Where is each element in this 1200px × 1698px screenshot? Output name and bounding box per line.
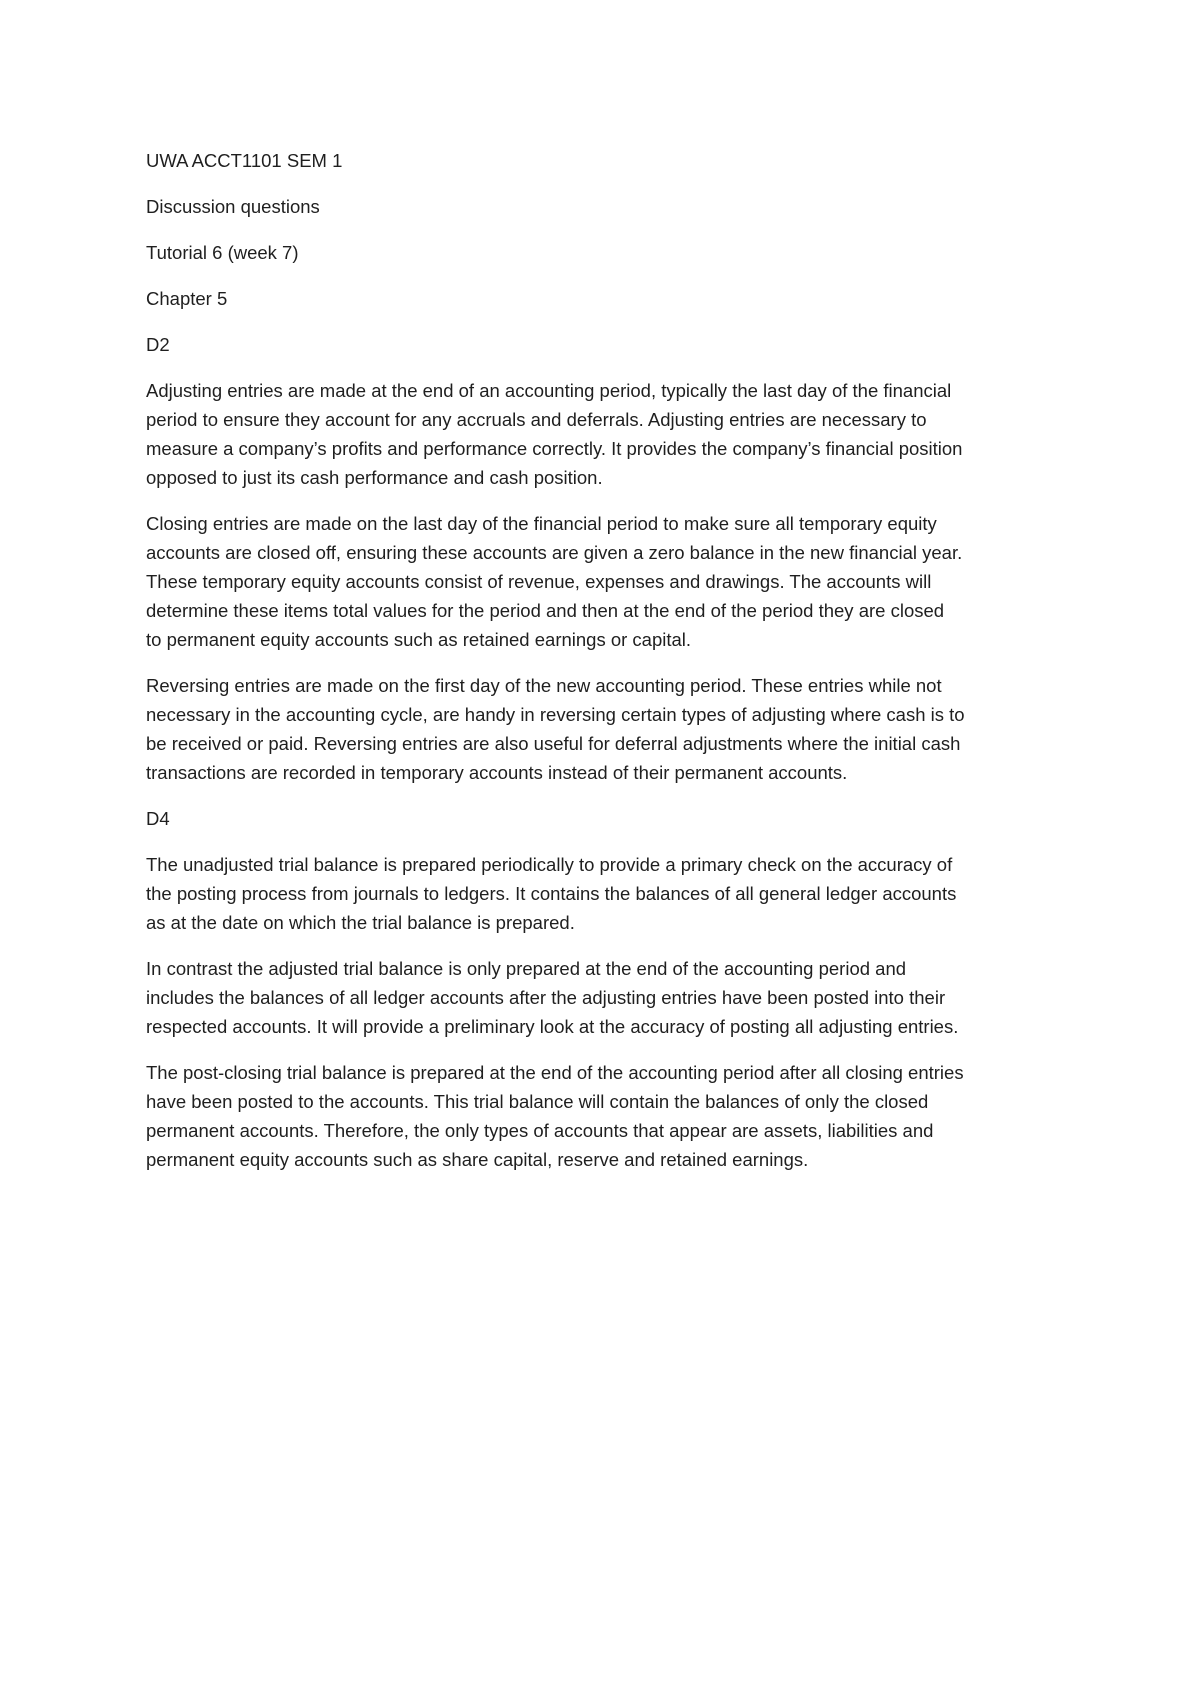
text-line: to permanent equity accounts such as retained earnings or capital. xyxy=(146,629,692,650)
paragraph-reversing-entries xyxy=(146,671,1066,787)
text-line: transactions are recorded in temporary accounts instead of their permanent accounts. xyxy=(146,762,848,783)
tutorial-label: Tutorial 6 (week 7) xyxy=(146,242,299,263)
text-line: the posting process from journals to ledgers. It contains the balances of all general ledger accounts xyxy=(146,883,957,904)
text-line: have been posted to the accounts. This trial balance will contain the balances of only the closed xyxy=(146,1091,929,1112)
chapter-label: Chapter 5 xyxy=(146,288,228,309)
question-label-d4: D4 xyxy=(146,808,170,829)
text-line: In contrast the adjusted trial balance is only prepared at the end of the accounting period and xyxy=(146,958,907,979)
text-line: necessary in the accounting cycle, are handy in reversing certain types of adjusting where cash is to xyxy=(146,704,965,725)
text-line: includes the balances of all ledger accounts after the adjusting entries have been posted into their xyxy=(146,987,946,1008)
document-subtitle: Discussion questions xyxy=(146,196,320,217)
text-line: period to ensure they account for any accruals and deferrals. Adjusting entries are necessary to xyxy=(146,409,927,430)
text-line: Reversing entries are made on the first day of the new accounting period. These entries while not xyxy=(146,675,942,696)
text-line: These temporary equity accounts consist of revenue, expenses and drawings. The accounts will xyxy=(146,571,932,592)
question-label-d2: D2 xyxy=(146,334,170,355)
text-line: The unadjusted trial balance is prepared periodically to provide a primary check on the accuracy of xyxy=(146,854,953,875)
document-body xyxy=(146,146,1066,1191)
paragraph-closing-entries xyxy=(146,509,1066,654)
text-line: be received or paid. Reversing entries are also useful for deferral adjustments where the initial cash xyxy=(146,733,961,754)
paragraph-unadjusted-trial-balance xyxy=(146,850,1066,937)
text-line: The post-closing trial balance is prepared at the end of the accounting period after all closing entries xyxy=(146,1062,964,1083)
text-line: Closing entries are made on the last day of the financial period to make sure all temporary equity xyxy=(146,513,937,534)
text-line: permanent accounts. Therefore, the only types of accounts that appear are assets, liabilities and xyxy=(146,1120,934,1141)
text-line: as at the date on which the trial balance is prepared. xyxy=(146,912,575,933)
paragraph-post-closing-trial-balance xyxy=(146,1058,1066,1174)
text-line: opposed to just its cash performance and cash position. xyxy=(146,467,603,488)
paragraph-adjusted-trial-balance xyxy=(146,954,1066,1041)
course-title: UWA ACCT1101 SEM 1 xyxy=(146,150,343,171)
text-line: measure a company’s profits and performance correctly. It provides the company’s financial position xyxy=(146,438,963,459)
text-line: accounts are closed off, ensuring these accounts are given a zero balance in the new financial year. xyxy=(146,542,963,563)
text-line: respected accounts. It will provide a preliminary look at the accuracy of posting all adjusting entries. xyxy=(146,1016,959,1037)
text-line: permanent equity accounts such as share capital, reserve and retained earnings. xyxy=(146,1149,809,1170)
text-line: Adjusting entries are made at the end of an accounting period, typically the last day of the financial xyxy=(146,380,952,401)
text-line: determine these items total values for the period and then at the end of the period they are closed xyxy=(146,600,945,621)
paragraph-adjusting-entries xyxy=(146,376,1066,492)
